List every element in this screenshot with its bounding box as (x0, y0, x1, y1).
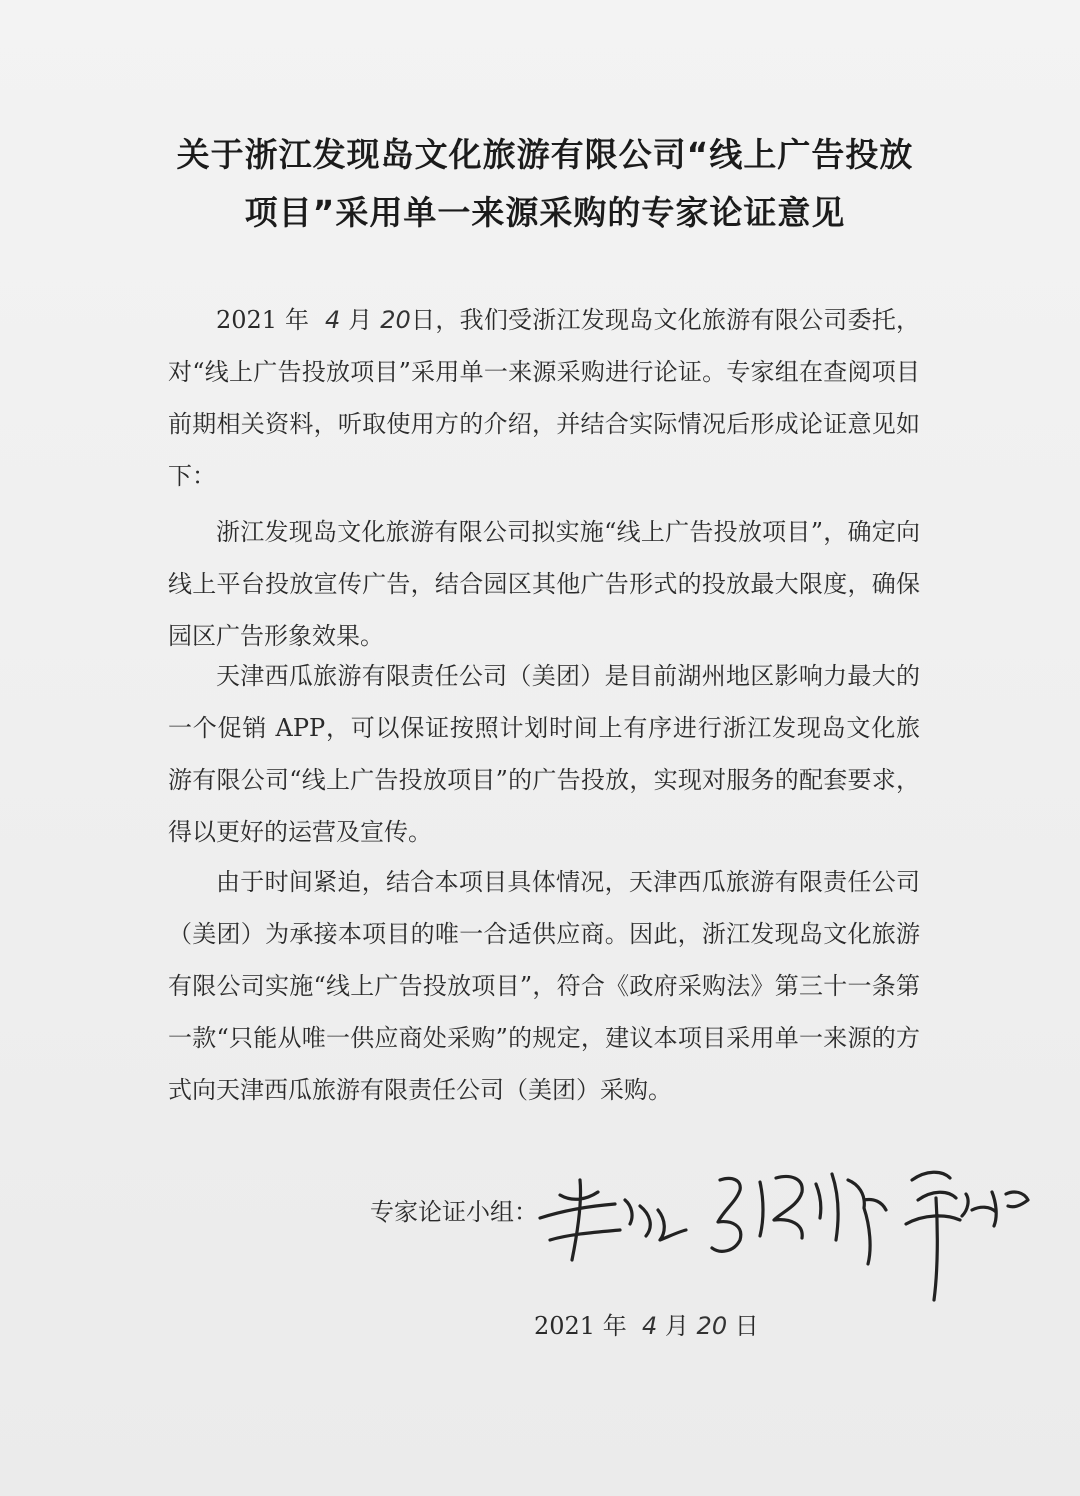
signature-block (370, 1140, 1050, 1310)
handwritten-signatures (520, 1140, 1040, 1310)
intro-text: 日，我们受浙江发现岛文化旅游有限公司委托，对“线上广告投放项目”采用单一来源采购进行论证。专家组在查阅项目前期相关资料，听取使用方的介绍，并结合实际情况后形成论证意见如下： (168, 306, 921, 490)
paragraph-conclusion-text: 由于时间紧迫，结合本项目具体情况，天津西瓜旅游有限责任公司（美团）为承接本项目的唯一合适供应商。因此，浙江发现岛文化旅游有限公司实施“线上广告投放项目”，符合《政府采购法》第三十一条第一款“只能从唯一供应商处采购”的规定，建议本项目采用单一来源的方式向天津西瓜旅游有限责任公司（美团）采购。 (168, 868, 920, 1104)
intro-month-suffix: 月 (348, 306, 373, 334)
paragraph-project (168, 506, 920, 662)
date-day-suffix: 日 (734, 1312, 759, 1340)
date-day-handwritten: 20 (696, 1312, 728, 1340)
paragraph-intro (168, 294, 920, 502)
document-date (534, 1300, 759, 1352)
document-title (140, 126, 950, 242)
date-month-suffix: 月 (664, 1312, 689, 1340)
signature-2 (712, 1174, 886, 1264)
intro-month-handwritten: 4 (324, 306, 341, 334)
intro-day-handwritten: 20 (380, 306, 411, 334)
paragraph-conclusion (168, 856, 920, 1116)
paragraph-supplier-text: 天津西瓜旅游有限责任公司（美团）是目前湖州地区影响力最大的一个促销 APP，可以保证按照计划时间上有序进行浙江发现岛文化旅游有限公司“线上广告投放项目”的广告投放，实现对服务的配套要求，得以更好的运营及宣传。 (168, 662, 920, 846)
signature-label: 专家论证小组： (370, 1198, 538, 1226)
intro-year: 2021 年 (216, 306, 310, 334)
paragraph-supplier (168, 650, 920, 858)
signature-3 (906, 1172, 1028, 1300)
title-line-2: 项目”采用单一来源采购的专家论证意见 (244, 193, 846, 232)
date-month-handwritten: 4 (641, 1312, 658, 1340)
paragraph-project-text: 浙江发现岛文化旅游有限公司拟实施“线上广告投放项目”，确定向线上平台投放宣传广告，结合园区其他广告形式的投放最大限度，确保园区广告形象效果。 (168, 518, 920, 650)
title-line-1: 关于浙江发现岛文化旅游有限公司“线上广告投放 (176, 135, 914, 174)
date-year: 2021 年 (534, 1312, 627, 1340)
signature-1 (540, 1180, 686, 1260)
